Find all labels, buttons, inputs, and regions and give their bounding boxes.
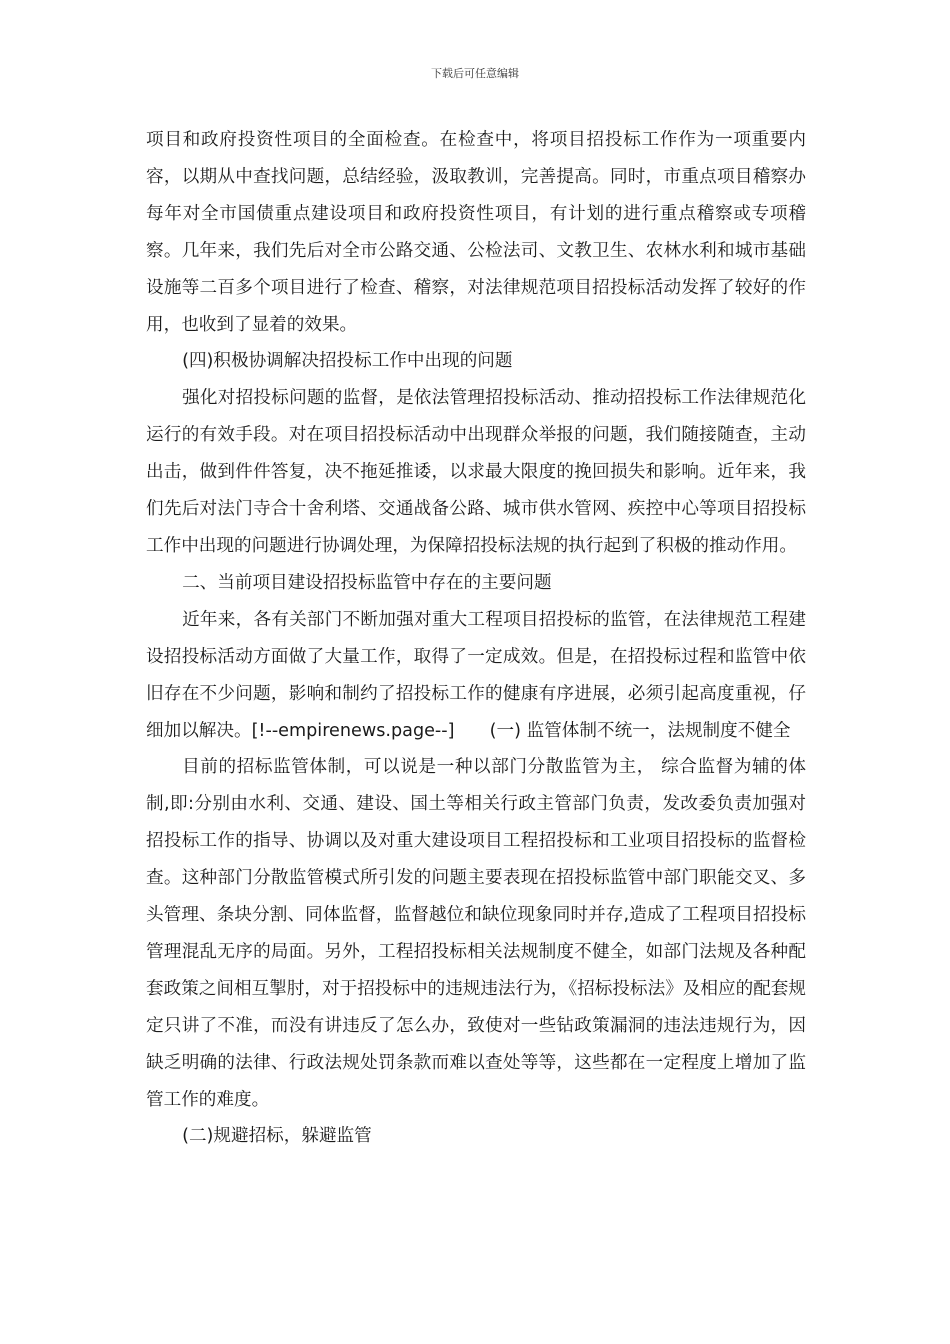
section-heading-4: (四)积极协调解决招投标工作中出现的问题 [182, 351, 513, 372]
paragraph: 近年来，各有关部门不断加强对重大工程项目招投标的监管，在法律规范工程建设招投标活动方面做了大量工作，取得了一定成效。但是，在招投标过程和监管中依旧存在不少问题，影响和制约了招投标工作的健康有序进展，必须引起高度重视，仔细加以解决。[!--empirenews.page--] (一) 监管体制不统一，法规制度不健全 [146, 609, 806, 741]
paragraph-continuation: 项目和政府投资性项目的全面检查。在检查中，将项目招投标工作作为一项重要内容，以期从中查找问题，总结经验，汲取教训，完善提高。同时，市重点项目稽察办每年对全市国债重点建设项目和政府投资性项目，有计划的进行重点稽察或专项稽察。几年来，我们先后对全市公路交通、公检法司、文教卫生、农林水利和城市基础设施等二百多个项目进行了检查、稽察，对法律规范项目招投标活动发挥了较好的作用，也收到了显着的效果。 [146, 130, 806, 335]
subsection-heading: (二)规避招标，躲避监管 [182, 1126, 372, 1147]
paragraph: 强化对招投标问题的监督，是依法管理招投标活动、推动招投标工作法律规范化运行的有效手段。对在项目招投标活动中出现群众举报的问题，我们随接随查，主动出击，做到件件答复，决不拖延推诿，以求最大限度的挽回损失和影响。近年来，我们先后对法门寺合十舍利塔、交通战备公路、城市供水管网、疾控中心等项目招投标工作中出现的问题进行协调处理，为保障招投标法规的执行起到了积极的推动作用。 [146, 388, 806, 556]
page-header: 下载后可任意编辑 [431, 67, 519, 80]
paragraph: 目前的招标监管体制，可以说是一种以部门分散监管为主， 综合监督为辅的体制,即:分别由水利、交通、建设、国土等相关行政主管部门负责，发改委负责加强对招投标工作的指导、协调以及对重大建设项目工程招投标和工业项目招投标的监督检查。这种部门分散监管模式所引发的问题主要表现在招投标监管中部门职能交叉、多头管理、条块分割、同体监督，监督越位和缺位现象同时并存,造成了工程项目招投标管理混乱无序的局面。另外，工程招投标相关法规制度不健全，如部门法规及各种配套政策之间相互掣肘，对于招投标中的违规违法行为，《招标投标法》及相应的配套规定只讲了不准，而没有讲违反了怎么办，致使对一些钻政策漏洞的违法违规行为，因缺乏明确的法律、行政法规处罚条款而难以查处等等，这些都在一定程度上增加了监管工作的难度。 [146, 757, 806, 1110]
section-heading-2: 二、当前项目建设招投标监管中存在的主要问题 [182, 572, 552, 593]
document-body [146, 122, 806, 1155]
